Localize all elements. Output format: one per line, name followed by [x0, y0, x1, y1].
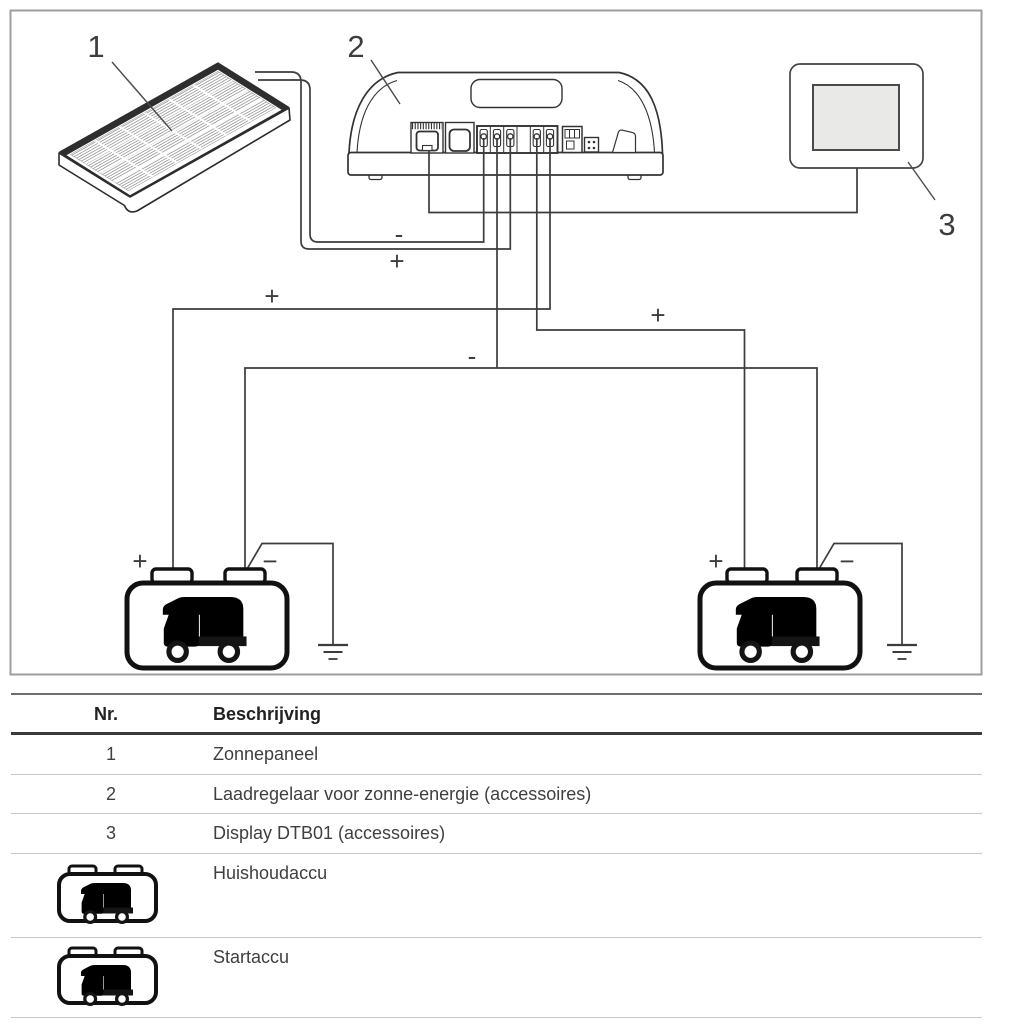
left-battery-plus-wire	[173, 138, 550, 569]
solar-plus-label: +	[389, 246, 405, 276]
table-rule-top	[11, 693, 982, 695]
battery-left-startaccu	[127, 569, 287, 668]
solar-minus-label: -	[394, 219, 404, 249]
row-nr: 3	[105, 823, 116, 843]
charge-controller	[348, 73, 663, 180]
table-header-nr: Nr.	[94, 704, 119, 724]
controller-base	[348, 153, 663, 176]
relay-component	[563, 127, 583, 153]
table-rule	[11, 853, 982, 854]
right-branch-plus-label: +	[650, 300, 666, 330]
row-description: Startaccu	[213, 947, 290, 967]
row-nr: 2	[105, 784, 116, 804]
row-description: Laadregelaar voor zonne-energie (accessoires)	[213, 784, 592, 804]
right-battery-minus-label: −	[839, 546, 855, 576]
table-rule-header	[11, 732, 982, 735]
minus-bus-label: -	[467, 341, 477, 371]
row-description: Huishoudaccu	[213, 863, 328, 883]
solar-panel	[59, 63, 290, 212]
right-battery-plus-label: +	[708, 546, 724, 576]
ground-symbol-left	[318, 645, 348, 659]
callout-label-display: 3	[938, 207, 956, 242]
dip-switch-component	[585, 138, 599, 153]
ground-symbol-right	[887, 645, 917, 659]
rj-port-2	[446, 123, 475, 154]
terminal-block	[477, 126, 558, 153]
display-unit	[790, 64, 923, 168]
huishoudaccu-battery-icon	[57, 864, 158, 926]
left-branch-plus-label: +	[264, 281, 280, 311]
controller-top-handle	[471, 80, 562, 108]
table-rule	[11, 937, 982, 938]
callout-label-solar-panel: 1	[87, 29, 105, 64]
left-battery-minus-label: −	[262, 546, 278, 576]
display-screen	[813, 85, 899, 150]
startaccu-battery-icon	[57, 946, 158, 1008]
rj-port-1	[411, 123, 443, 154]
table-header-description: Beschrijving	[213, 704, 322, 724]
table-rule-bottom	[11, 1017, 982, 1018]
callout-label-controller: 2	[347, 29, 365, 64]
row-nr: 1	[105, 744, 116, 764]
minus-bus-wire	[245, 368, 817, 569]
left-battery-plus-label: +	[132, 546, 148, 576]
callout-line-3	[908, 162, 935, 200]
right-battery-plus-wire	[537, 138, 745, 569]
row-description: Display DTB01 (accessoires)	[213, 823, 446, 843]
row-description: Zonnepaneel	[213, 744, 319, 764]
battery-right-huishoudaccu	[700, 569, 860, 668]
